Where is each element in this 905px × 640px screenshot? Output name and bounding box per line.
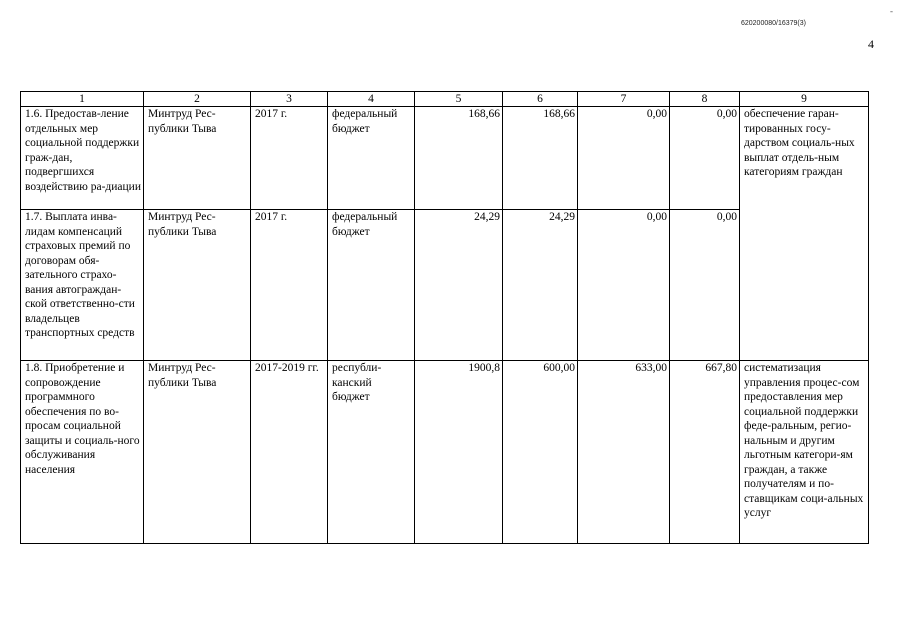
amount-2017-cell: 24,29 <box>503 210 578 361</box>
funding-source-cell: республи-канский бюджет <box>328 361 415 544</box>
expected-result-cell: обеспечение гаран-тированных госу-дарством социаль-ных выплат отдель-ным категориям граждан <box>740 107 869 361</box>
table-row <box>21 107 869 210</box>
period-cell: 2017-2019 гг. <box>251 361 328 544</box>
amount-2018-cell: 633,00 <box>578 361 670 544</box>
measure-cell: 1.7. Выплата инва-лидам компенсаций страховых премий по договорам обя-зательного страхо-вания автограждан-ской ответственно-сти владельцев транспортных средств <box>21 210 144 361</box>
col-header-8: 8 <box>670 92 740 107</box>
funding-source-cell: федеральный бюджет <box>328 210 415 361</box>
amount-2017-cell: 600,00 <box>503 361 578 544</box>
total-amount-cell: 24,29 <box>415 210 503 361</box>
total-amount-cell: 1900,8 <box>415 361 503 544</box>
page-number: 4 <box>868 37 874 51</box>
amount-2019-cell: 0,00 <box>670 210 740 361</box>
col-header-9: 9 <box>740 92 869 107</box>
col-header-3: 3 <box>251 92 328 107</box>
amount-2017-cell: 168,66 <box>503 107 578 210</box>
period-cell: 2017 г. <box>251 210 328 361</box>
col-header-6: 6 <box>503 92 578 107</box>
executor-cell: Минтруд Рес-публики Тыва <box>144 361 251 544</box>
col-header-4: 4 <box>328 92 415 107</box>
col-header-7: 7 <box>578 92 670 107</box>
period-cell: 2017 г. <box>251 107 328 210</box>
col-header-2: 2 <box>144 92 251 107</box>
executor-cell: Минтруд Рес-публики Тыва <box>144 210 251 361</box>
table-row <box>21 361 869 544</box>
col-header-1: 1 <box>21 92 144 107</box>
amount-2019-cell: 0,00 <box>670 107 740 210</box>
program-measures-table <box>20 91 869 544</box>
executor-cell: Минтруд Рес-публики Тыва <box>144 107 251 210</box>
document-code: 620200080/16379(3) <box>740 20 806 27</box>
col-header-5: 5 <box>415 92 503 107</box>
measure-cell: 1.6. Предостав-ление отдельных мер социальной поддержки граж-дан, подвергшихся воздействию ра-диации <box>21 107 144 210</box>
funding-source-cell: федеральный бюджет <box>328 107 415 210</box>
amount-2019-cell: 667,80 <box>670 361 740 544</box>
amount-2018-cell: 0,00 <box>578 210 670 361</box>
measure-cell: 1.8. Приобретение и сопровождение программного обеспечения по во-просам социальной защиты и социаль-ного обслуживания населения <box>21 361 144 544</box>
amount-2018-cell: 0,00 <box>578 107 670 210</box>
total-amount-cell: 168,66 <box>415 107 503 210</box>
expected-result-cell: систематизация управления процес-сом предоставления мер социальной поддержки феде-ральным, регио-нальным и другим льготным категори-ям граждан, а также получателям и по-ставщикам соци-альных услуг <box>740 361 869 544</box>
corner-mark: - <box>890 6 893 16</box>
column-number-row <box>21 92 869 107</box>
